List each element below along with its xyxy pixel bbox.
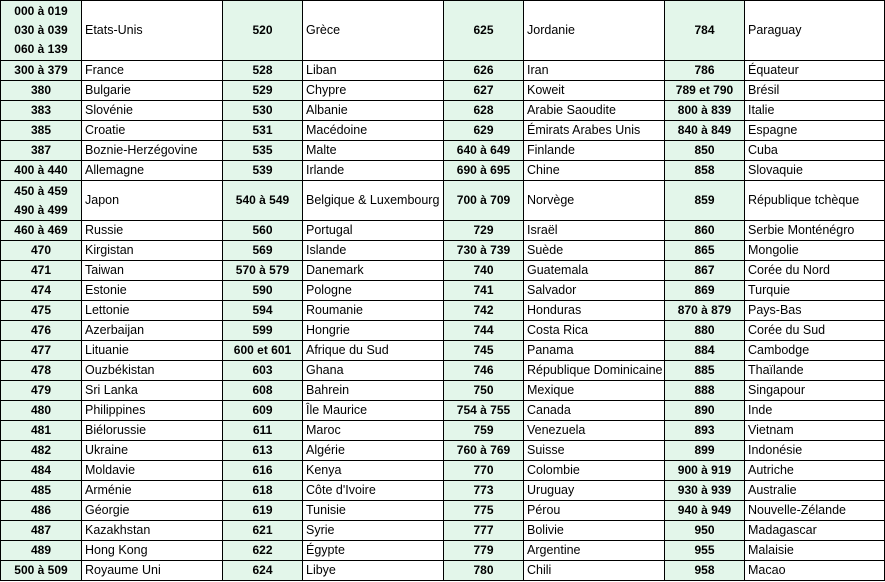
gs1-prefix-cell: 800 à 839 bbox=[665, 101, 745, 121]
gs1-prefix-cell: 950 bbox=[665, 521, 745, 541]
gs1-prefix-cell: 870 à 879 bbox=[665, 301, 745, 321]
country-name-cell: Nouvelle-Zélande bbox=[745, 501, 885, 521]
gs1-prefix-cell: 535 bbox=[223, 141, 303, 161]
country-name-cell: Malte bbox=[303, 141, 444, 161]
gs1-prefix-cell: 616 bbox=[223, 461, 303, 481]
gs1-prefix-cell: 622 bbox=[223, 541, 303, 561]
gs1-prefix-cell: 300 à 379 bbox=[1, 61, 82, 81]
gs1-prefix-cell: 560 bbox=[223, 221, 303, 241]
country-name-cell: Kazakhstan bbox=[82, 521, 223, 541]
country-name-cell: Kenya bbox=[303, 461, 444, 481]
country-name-cell: Suède bbox=[524, 241, 665, 261]
gs1-prefix-cell: 450 à 459 490 à 499 bbox=[1, 181, 82, 221]
table-row bbox=[1, 381, 885, 401]
gs1-prefix-cell: 750 bbox=[444, 381, 524, 401]
gs1-prefix-cell: 955 bbox=[665, 541, 745, 561]
table-row bbox=[1, 321, 885, 341]
gs1-prefix-cell: 590 bbox=[223, 281, 303, 301]
gs1-prefix-cell: 754 à 755 bbox=[444, 401, 524, 421]
country-name-cell: Australie bbox=[745, 481, 885, 501]
gs1-prefix-cell: 940 à 949 bbox=[665, 501, 745, 521]
country-name-cell: Ouzbékistan bbox=[82, 361, 223, 381]
country-name-cell: Vietnam bbox=[745, 421, 885, 441]
table-row bbox=[1, 361, 885, 381]
gs1-prefix-cell: 840 à 849 bbox=[665, 121, 745, 141]
gs1-prefix-cell: 700 à 709 bbox=[444, 181, 524, 221]
gs1-prefix-cell: 594 bbox=[223, 301, 303, 321]
table-body bbox=[1, 1, 885, 581]
country-name-cell: Brésil bbox=[745, 81, 885, 101]
country-name-cell: Bolivie bbox=[524, 521, 665, 541]
gs1-prefix-cell: 475 bbox=[1, 301, 82, 321]
gs1-prefix-cell: 742 bbox=[444, 301, 524, 321]
country-name-cell: Iran bbox=[524, 61, 665, 81]
gs1-prefix-cell: 780 bbox=[444, 561, 524, 581]
country-name-cell: Allemagne bbox=[82, 161, 223, 181]
table-row bbox=[1, 441, 885, 461]
country-name-cell: Liban bbox=[303, 61, 444, 81]
country-name-cell: Roumanie bbox=[303, 301, 444, 321]
country-name-cell: Koweit bbox=[524, 81, 665, 101]
gs1-prefix-cell: 481 bbox=[1, 421, 82, 441]
gs1-prefix-cell: 599 bbox=[223, 321, 303, 341]
country-name-cell: Estonie bbox=[82, 281, 223, 301]
gs1-prefix-cell: 621 bbox=[223, 521, 303, 541]
gs1-prefix-cell: 000 à 019 030 à 039 060 à 139 bbox=[1, 1, 82, 61]
gs1-prefix-cell: 885 bbox=[665, 361, 745, 381]
gs1-prefix-cell: 770 bbox=[444, 461, 524, 481]
gs1-prefix-cell: 890 bbox=[665, 401, 745, 421]
table-row bbox=[1, 561, 885, 581]
gs1-prefix-cell: 460 à 469 bbox=[1, 221, 82, 241]
country-name-cell: Irlande bbox=[303, 161, 444, 181]
country-name-cell: Finlande bbox=[524, 141, 665, 161]
country-name-cell: Taiwan bbox=[82, 261, 223, 281]
gs1-prefix-cell: 930 à 939 bbox=[665, 481, 745, 501]
country-name-cell: Paraguay bbox=[745, 1, 885, 61]
country-name-cell: Singapour bbox=[745, 381, 885, 401]
gs1-prefix-cell: 759 bbox=[444, 421, 524, 441]
gs1-prefix-cell: 470 bbox=[1, 241, 82, 261]
country-name-cell: Thaïlande bbox=[745, 361, 885, 381]
gs1-prefix-cell: 640 à 649 bbox=[444, 141, 524, 161]
gs1-prefix-cell: 489 bbox=[1, 541, 82, 561]
country-name-cell: Italie bbox=[745, 101, 885, 121]
gs1-prefix-cell: 859 bbox=[665, 181, 745, 221]
country-name-cell: Arménie bbox=[82, 481, 223, 501]
gs1-prefix-cell: 570 à 579 bbox=[223, 261, 303, 281]
country-name-cell: Émirats Arabes Unis bbox=[524, 121, 665, 141]
gs1-prefix-cell: 609 bbox=[223, 401, 303, 421]
country-name-cell: Jordanie bbox=[524, 1, 665, 61]
gs1-prefix-cell: 860 bbox=[665, 221, 745, 241]
country-name-cell: Chypre bbox=[303, 81, 444, 101]
country-name-cell: Pologne bbox=[303, 281, 444, 301]
country-name-cell: Biélorussie bbox=[82, 421, 223, 441]
country-name-cell: Venezuela bbox=[524, 421, 665, 441]
country-name-cell: Lettonie bbox=[82, 301, 223, 321]
country-name-cell: Belgique & Luxembourg bbox=[303, 181, 444, 221]
country-name-cell: Corée du Nord bbox=[745, 261, 885, 281]
table-row bbox=[1, 341, 885, 361]
country-name-cell: Libye bbox=[303, 561, 444, 581]
country-name-cell: Ghana bbox=[303, 361, 444, 381]
country-name-cell: Danemark bbox=[303, 261, 444, 281]
country-name-cell: Sri Lanka bbox=[82, 381, 223, 401]
gs1-prefix-cell: 789 et 790 bbox=[665, 81, 745, 101]
gs1-prefix-cell: 484 bbox=[1, 461, 82, 481]
gs1-prefix-cell: 628 bbox=[444, 101, 524, 121]
country-name-cell: Espagne bbox=[745, 121, 885, 141]
country-name-cell: Afrique du Sud bbox=[303, 341, 444, 361]
gs1-prefix-cell: 627 bbox=[444, 81, 524, 101]
country-name-cell: Turquie bbox=[745, 281, 885, 301]
table-row bbox=[1, 141, 885, 161]
gs1-prefix-cell: 486 bbox=[1, 501, 82, 521]
gs1-prefix-cell: 528 bbox=[223, 61, 303, 81]
country-name-cell: Boznie-Herzégovine bbox=[82, 141, 223, 161]
gs1-prefix-cell: 867 bbox=[665, 261, 745, 281]
gs1-prefix-cell: 478 bbox=[1, 361, 82, 381]
country-name-cell: Syrie bbox=[303, 521, 444, 541]
country-name-cell: Mongolie bbox=[745, 241, 885, 261]
country-name-cell: Albanie bbox=[303, 101, 444, 121]
table-row bbox=[1, 261, 885, 281]
country-name-cell: Pérou bbox=[524, 501, 665, 521]
country-name-cell: Indonésie bbox=[745, 441, 885, 461]
gs1-prefix-cell: 775 bbox=[444, 501, 524, 521]
gs1-prefix-cell: 784 bbox=[665, 1, 745, 61]
gs1-prefix-cell: 530 bbox=[223, 101, 303, 121]
country-name-cell: Argentine bbox=[524, 541, 665, 561]
gs1-prefix-cell: 520 bbox=[223, 1, 303, 61]
gs1-prefix-cell: 485 bbox=[1, 481, 82, 501]
table-row bbox=[1, 281, 885, 301]
gs1-prefix-cell: 529 bbox=[223, 81, 303, 101]
table-row bbox=[1, 1, 885, 61]
table-row bbox=[1, 161, 885, 181]
country-name-cell: Grèce bbox=[303, 1, 444, 61]
gs1-prefix-cell: 476 bbox=[1, 321, 82, 341]
country-name-cell: Honduras bbox=[524, 301, 665, 321]
gs1-prefix-cell: 880 bbox=[665, 321, 745, 341]
gs1-prefix-cell: 690 à 695 bbox=[444, 161, 524, 181]
table-row bbox=[1, 121, 885, 141]
gs1-prefix-cell: 899 bbox=[665, 441, 745, 461]
gs1-prefix-cell: 730 à 739 bbox=[444, 241, 524, 261]
country-name-cell: Macao bbox=[745, 561, 885, 581]
country-name-cell: Tunisie bbox=[303, 501, 444, 521]
country-name-cell: Île Maurice bbox=[303, 401, 444, 421]
gs1-prefix-cell: 779 bbox=[444, 541, 524, 561]
country-name-cell: Arabie Saoudite bbox=[524, 101, 665, 121]
gs1-prefix-cell: 773 bbox=[444, 481, 524, 501]
gs1-prefix-cell: 624 bbox=[223, 561, 303, 581]
gs1-prefix-cell: 888 bbox=[665, 381, 745, 401]
gs1-prefix-cell: 744 bbox=[444, 321, 524, 341]
country-name-cell: France bbox=[82, 61, 223, 81]
country-name-cell: Slovénie bbox=[82, 101, 223, 121]
gs1-prefix-cell: 777 bbox=[444, 521, 524, 541]
gs1-prefix-cell: 740 bbox=[444, 261, 524, 281]
table-row bbox=[1, 221, 885, 241]
gs1-prefix-cell: 500 à 509 bbox=[1, 561, 82, 581]
country-name-cell: Autriche bbox=[745, 461, 885, 481]
table-row bbox=[1, 521, 885, 541]
table-row bbox=[1, 541, 885, 561]
gs1-prefix-cell: 482 bbox=[1, 441, 82, 461]
country-name-cell: Canada bbox=[524, 401, 665, 421]
table-row bbox=[1, 101, 885, 121]
gs1-prefix-cell: 383 bbox=[1, 101, 82, 121]
country-name-cell: Malaisie bbox=[745, 541, 885, 561]
gs1-prefix-cell: 629 bbox=[444, 121, 524, 141]
country-name-cell: Guatemala bbox=[524, 261, 665, 281]
country-name-cell: Algérie bbox=[303, 441, 444, 461]
country-name-cell: Égypte bbox=[303, 541, 444, 561]
country-name-cell: Maroc bbox=[303, 421, 444, 441]
country-name-cell: Lituanie bbox=[82, 341, 223, 361]
gs1-prefix-cell: 884 bbox=[665, 341, 745, 361]
country-name-cell: Hong Kong bbox=[82, 541, 223, 561]
country-name-cell: Côte d'Ivoire bbox=[303, 481, 444, 501]
country-name-cell: Madagascar bbox=[745, 521, 885, 541]
gs1-prefix-cell: 745 bbox=[444, 341, 524, 361]
country-name-cell: Islande bbox=[303, 241, 444, 261]
gs1-prefix-cell: 539 bbox=[223, 161, 303, 181]
gs1-prefix-cell: 385 bbox=[1, 121, 82, 141]
country-name-cell: Serbie Monténégro bbox=[745, 221, 885, 241]
country-name-cell: Mexique bbox=[524, 381, 665, 401]
country-name-cell: Panama bbox=[524, 341, 665, 361]
gs1-prefix-cell: 400 à 440 bbox=[1, 161, 82, 181]
country-name-cell: Russie bbox=[82, 221, 223, 241]
gs1-prefix-cell: 477 bbox=[1, 341, 82, 361]
country-name-cell: Bahrein bbox=[303, 381, 444, 401]
gs1-prefix-cell: 858 bbox=[665, 161, 745, 181]
country-name-cell: Hongrie bbox=[303, 321, 444, 341]
country-name-cell: Macédoine bbox=[303, 121, 444, 141]
country-name-cell: Norvège bbox=[524, 181, 665, 221]
country-name-cell: Philippines bbox=[82, 401, 223, 421]
gs1-prefix-cell: 613 bbox=[223, 441, 303, 461]
gs1-prefix-cell: 380 bbox=[1, 81, 82, 101]
country-name-cell: Croatie bbox=[82, 121, 223, 141]
gs1-prefix-cell: 471 bbox=[1, 261, 82, 281]
gs1-prefix-cell: 869 bbox=[665, 281, 745, 301]
gs1-prefix-cell: 619 bbox=[223, 501, 303, 521]
gs1-prefix-cell: 786 bbox=[665, 61, 745, 81]
table-row bbox=[1, 61, 885, 81]
gs1-prefix-cell: 387 bbox=[1, 141, 82, 161]
table-row bbox=[1, 421, 885, 441]
country-name-cell: Royaume Uni bbox=[82, 561, 223, 581]
gs1-prefix-cell: 611 bbox=[223, 421, 303, 441]
table-row bbox=[1, 81, 885, 101]
country-name-cell: Pays-Bas bbox=[745, 301, 885, 321]
gs1-prefix-cell: 569 bbox=[223, 241, 303, 261]
country-name-cell: Kirgistan bbox=[82, 241, 223, 261]
country-name-cell: Suisse bbox=[524, 441, 665, 461]
country-name-cell: Uruguay bbox=[524, 481, 665, 501]
country-name-cell: République tchèque bbox=[745, 181, 885, 221]
country-name-cell: Etats-Unis bbox=[82, 1, 223, 61]
gs1-prefix-cell: 600 et 601 bbox=[223, 341, 303, 361]
country-name-cell: Cambodge bbox=[745, 341, 885, 361]
table-row bbox=[1, 501, 885, 521]
gs1-prefix-cell: 760 à 769 bbox=[444, 441, 524, 461]
gs1-prefix-cell: 618 bbox=[223, 481, 303, 501]
country-name-cell: Cuba bbox=[745, 141, 885, 161]
gs1-prefix-cell: 603 bbox=[223, 361, 303, 381]
country-name-cell: Géorgie bbox=[82, 501, 223, 521]
country-name-cell: Ukraine bbox=[82, 441, 223, 461]
country-name-cell: Salvador bbox=[524, 281, 665, 301]
country-name-cell: Bulgarie bbox=[82, 81, 223, 101]
table-row bbox=[1, 481, 885, 501]
country-name-cell: Inde bbox=[745, 401, 885, 421]
country-name-cell: Moldavie bbox=[82, 461, 223, 481]
country-name-cell: Japon bbox=[82, 181, 223, 221]
gs1-prefix-cell: 741 bbox=[444, 281, 524, 301]
table-row bbox=[1, 301, 885, 321]
gs1-prefix-cell: 625 bbox=[444, 1, 524, 61]
gs1-prefix-cell: 608 bbox=[223, 381, 303, 401]
country-name-cell: Portugal bbox=[303, 221, 444, 241]
gs1-prefix-cell: 479 bbox=[1, 381, 82, 401]
gs1-prefix-cell: 474 bbox=[1, 281, 82, 301]
country-name-cell: Azerbaijan bbox=[82, 321, 223, 341]
country-name-cell: Corée du Sud bbox=[745, 321, 885, 341]
country-name-cell: Chine bbox=[524, 161, 665, 181]
country-name-cell: Slovaquie bbox=[745, 161, 885, 181]
gs1-prefix-cell: 480 bbox=[1, 401, 82, 421]
country-name-cell: Costa Rica bbox=[524, 321, 665, 341]
gs1-prefix-cell: 893 bbox=[665, 421, 745, 441]
table-row bbox=[1, 181, 885, 221]
gs1-prefix-cell: 865 bbox=[665, 241, 745, 261]
country-name-cell: République Dominicaine bbox=[524, 361, 665, 381]
gs1-prefix-cell: 531 bbox=[223, 121, 303, 141]
gs1-prefix-cell: 487 bbox=[1, 521, 82, 541]
gs1-prefix-cell: 729 bbox=[444, 221, 524, 241]
table-row bbox=[1, 241, 885, 261]
table-row bbox=[1, 401, 885, 421]
gs1-prefix-cell: 850 bbox=[665, 141, 745, 161]
country-name-cell: Israël bbox=[524, 221, 665, 241]
country-name-cell: Équateur bbox=[745, 61, 885, 81]
table-row bbox=[1, 461, 885, 481]
country-name-cell: Colombie bbox=[524, 461, 665, 481]
gs1-prefix-cell: 746 bbox=[444, 361, 524, 381]
gs1-prefix-cell: 626 bbox=[444, 61, 524, 81]
gs1-prefix-cell: 958 bbox=[665, 561, 745, 581]
country-name-cell: Chili bbox=[524, 561, 665, 581]
gs1-prefix-cell: 540 à 549 bbox=[223, 181, 303, 221]
gs1-prefix-cell: 900 à 919 bbox=[665, 461, 745, 481]
